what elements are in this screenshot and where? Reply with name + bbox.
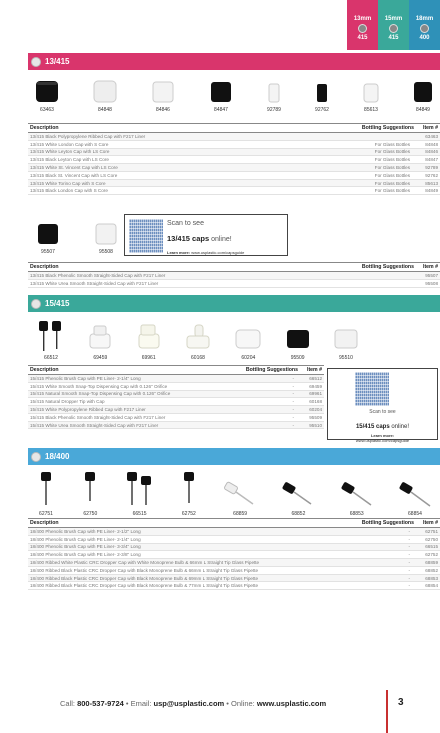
col-description: Description — [28, 124, 292, 133]
tab-15mm-finish: 415 — [388, 35, 399, 41]
product-code: 68859 — [233, 511, 248, 517]
cell-suggestion: For Glass Bottles — [292, 164, 416, 172]
dropper-tip-image — [183, 322, 213, 352]
cell-description: 15/415 Phenolic Brush Cap with PE Liner- 2-1/4" Long — [28, 375, 224, 383]
dropper-cap-image — [340, 478, 374, 508]
cap-icon — [389, 24, 398, 33]
product-row-15-415 — [28, 318, 368, 361]
qr-callout-13-415[interactable] — [124, 214, 288, 256]
cell-description: 15/415 White Polypropylene Ribbed Cap with F217 Liner — [28, 406, 224, 414]
cap-icon — [31, 452, 41, 462]
product-code: 69961 — [141, 355, 156, 361]
tab-15mm-label: 15mm — [384, 16, 403, 22]
qr-learn-label: Learn more: — [370, 433, 395, 438]
cell-item: 84846 — [416, 148, 440, 156]
table-row[interactable] — [28, 148, 440, 156]
cell-description: 18/400 Phenolic Brush Cap with PE Liner- 2-1/4" Long — [28, 535, 341, 543]
table-row[interactable] — [28, 528, 440, 536]
product-92762[interactable] — [314, 78, 330, 113]
product-66515[interactable] — [125, 470, 155, 517]
call-label: Call: — [60, 699, 78, 708]
cell-description: 13/415 White St. Vincent Cap with LS Core — [28, 164, 292, 172]
col-description: Description — [28, 263, 305, 272]
product-code: 95510 — [339, 355, 353, 361]
cap-image — [314, 78, 330, 104]
product-63463[interactable] — [34, 78, 60, 113]
cap-image — [362, 78, 380, 104]
table-header-row — [28, 263, 440, 272]
cell-item: 95507 — [416, 272, 440, 280]
cell-suggestion: - — [224, 382, 300, 390]
cell-suggestion: For Glass Bottles — [292, 140, 416, 148]
cell-suggestion: - — [341, 566, 416, 574]
cell-suggestion: - — [224, 421, 300, 429]
cell-suggestion: - — [341, 582, 416, 590]
cell-suggestion: - — [341, 551, 416, 559]
cell-description: 13/415 Black London Cap with S Core — [28, 187, 292, 195]
cell-suggestion: For Glass Bottles — [292, 156, 416, 164]
product-95509[interactable] — [284, 318, 312, 361]
table-row[interactable] — [28, 543, 440, 551]
cell-description: 13/415 Black Phenolic Smooth Straight-Sided Cap with F217 Liner — [28, 272, 305, 280]
col-bottling-suggestions: Bottling Suggestions — [292, 124, 416, 133]
email-label: • Email: — [123, 699, 154, 708]
cap-image — [208, 78, 234, 104]
brush-cap-image — [179, 470, 199, 508]
cell-item: 69961 — [300, 390, 324, 398]
product-code: 66515 — [132, 511, 147, 517]
product-95508[interactable] — [86, 220, 126, 255]
email-link[interactable]: usp@usplastic.com — [153, 699, 225, 708]
qr-learn-url[interactable]: www.usplastic.com/capsguide — [355, 438, 410, 443]
product-84848[interactable] — [92, 78, 118, 113]
cell-description: 15/415 Natural Dropper Tip with Cap — [28, 398, 224, 406]
cell-description: 13/415 White Torino Cap with S Core — [28, 179, 292, 187]
cell-item: 84848 — [416, 140, 440, 148]
col-description: Description — [28, 519, 341, 528]
cell-item: 84847 — [416, 156, 440, 164]
cell-item: 68859 — [416, 559, 440, 567]
table-row[interactable] — [28, 382, 324, 390]
col-bottling-suggestions: Bottling Suggestions — [224, 366, 300, 375]
brush-cap-image — [36, 318, 66, 352]
cell-description: 15/415 Black Phenolic Smooth Straight-Sided Cap with F217 Liner — [28, 413, 224, 421]
table-row[interactable] — [28, 375, 324, 383]
cell-item: 95509 — [300, 413, 324, 421]
footer-contact — [60, 699, 326, 708]
table-row[interactable] — [28, 179, 440, 187]
product-code: 68853 — [349, 511, 364, 517]
table-15-415 — [28, 365, 324, 429]
product-68854[interactable] — [398, 470, 432, 517]
qr-line2: 13/415 caps — [167, 234, 210, 243]
col-description: Description — [28, 366, 224, 375]
qr-callout-15-415[interactable] — [327, 368, 438, 443]
product-92789[interactable] — [266, 78, 282, 113]
tab-13mm-label: 13mm — [353, 16, 372, 22]
cell-item: 62751 — [416, 528, 440, 536]
table-row[interactable] — [28, 156, 440, 164]
cell-description: 13/415 Black Leyton Cap with LS Core — [28, 156, 292, 164]
product-row-18-400 — [28, 470, 440, 517]
product-code: 63463 — [40, 107, 54, 113]
cell-description: 18/400 Phenolic Brush Cap with PE Liner- 2-1/2" Long — [28, 528, 341, 536]
dropper-cap-image — [398, 478, 432, 508]
product-68859[interactable] — [223, 470, 257, 517]
product-code: 92762 — [315, 107, 329, 113]
cell-description: 18/400 Phenolic Brush Cap with PE Liner- 2-3/8" Long — [28, 551, 341, 559]
dropper-cap-image — [223, 478, 257, 508]
product-62750[interactable] — [80, 470, 100, 517]
section-title: 13/415 — [45, 57, 70, 66]
cell-description: 13/415 White Urea Smooth Straight-Sided Cap with F217 Liner — [28, 279, 305, 287]
product-code: 68854 — [408, 511, 422, 517]
cell-item: 92789 — [416, 164, 440, 172]
table-13-415 — [28, 123, 440, 195]
qr-line2: 15/415 caps — [355, 424, 390, 430]
product-69459[interactable] — [86, 318, 114, 361]
product-row-13-415 — [28, 78, 440, 113]
tab-18mm-finish: 400 — [419, 35, 430, 41]
footer-divider — [386, 690, 388, 733]
qr-line2b: online! — [389, 424, 410, 430]
cell-suggestion: - — [341, 559, 416, 567]
website-link[interactable]: www.usplastic.com — [256, 699, 327, 708]
cell-item: 95510 — [300, 421, 324, 429]
product-62752[interactable] — [179, 470, 199, 517]
cell-suggestion: - — [224, 375, 300, 383]
col-item-number: Item # — [416, 124, 440, 133]
cell-item: 84849 — [416, 187, 440, 195]
cap-image — [233, 322, 263, 352]
cell-item: 66512 — [300, 375, 324, 383]
product-code: 60204 — [241, 355, 256, 361]
product-85613[interactable] — [362, 78, 380, 113]
cell-item: 68853 — [416, 574, 440, 582]
qr-learn-url[interactable]: www.usplastic.com/capsguide — [190, 250, 245, 255]
section-title: 15/415 — [45, 299, 70, 308]
table-row[interactable] — [28, 421, 324, 429]
product-68852[interactable] — [281, 470, 315, 517]
table-row[interactable] — [28, 171, 440, 179]
table-row[interactable] — [28, 413, 324, 421]
qr-code-icon — [129, 219, 163, 253]
cap-icon — [31, 299, 41, 309]
table-row[interactable] — [28, 398, 324, 406]
product-code: 66512 — [44, 355, 58, 361]
cell-suggestion — [305, 279, 416, 287]
cell-description: 15/415 White Urea Smooth Straight-Sided Cap with F217 Liner — [28, 421, 224, 429]
cell-suggestion: - — [341, 574, 416, 582]
cell-suggestion: For Glass Bottles — [292, 171, 416, 179]
cell-description: 13/415 White Leyton Cap with LS Core — [28, 148, 292, 156]
table-row[interactable] — [28, 551, 440, 559]
cap-image — [150, 78, 176, 104]
table-row[interactable] — [28, 574, 440, 582]
snap-cap-image — [86, 322, 114, 352]
product-69961[interactable] — [135, 318, 163, 361]
product-code: 84848 — [98, 107, 112, 113]
product-code: 62750 — [83, 511, 98, 517]
table-row[interactable] — [28, 535, 440, 543]
phone-number[interactable]: 800-537-9724 — [77, 699, 124, 708]
table-18-400 — [28, 518, 440, 590]
cap-image — [34, 78, 60, 104]
cap-image — [92, 78, 118, 104]
product-code: 84847 — [214, 107, 228, 113]
product-code: 69459 — [93, 355, 108, 361]
cell-item: 68854 — [416, 582, 440, 590]
section-title: 18/400 — [45, 452, 70, 461]
table-row[interactable] — [28, 187, 440, 195]
table-row[interactable] — [28, 140, 440, 148]
table-row[interactable] — [28, 279, 440, 287]
brush-cap-image — [125, 470, 155, 508]
tab-18mm[interactable] — [409, 0, 440, 50]
cell-suggestion: - — [341, 535, 416, 543]
product-60204[interactable] — [233, 318, 263, 361]
product-62751[interactable] — [36, 470, 56, 517]
online-label: • Online: — [224, 699, 257, 708]
cell-description: 13/415 White London Cap with S Core — [28, 140, 292, 148]
table-row[interactable] — [28, 164, 440, 172]
cell-suggestion: - — [224, 413, 300, 421]
cap-image — [266, 78, 282, 104]
cell-suggestion: For Glass Bottles — [292, 187, 416, 195]
product-code: 60168 — [191, 355, 205, 361]
cell-description: 13/415 Black St. Vincent Cap with LS Core — [28, 171, 292, 179]
tab-18mm-label: 18mm — [415, 16, 434, 22]
product-code: 62752 — [181, 511, 196, 517]
table-header-row — [28, 366, 324, 375]
table-13-415-b — [28, 262, 440, 288]
section-header-13-415 — [28, 53, 440, 70]
cell-description: 15/415 White Smooth Snap-Top Dispensing Cap with 0.126" Orifice — [28, 382, 224, 390]
qr-learn-label: Learn more: — [167, 250, 191, 255]
section-header-18-400 — [28, 448, 440, 465]
cap-image — [332, 322, 360, 352]
col-item-number: Item # — [300, 366, 324, 375]
cell-item: 69459 — [300, 382, 324, 390]
product-60168[interactable] — [183, 318, 213, 361]
cell-description: 15/415 Natural Smooth Snap-Top Dispensing Cap with 0.126" Orifice — [28, 390, 224, 398]
cell-item: 60168 — [300, 398, 324, 406]
cell-description: 18/400 Ribbed Black Plastic CRC Dropper Cap with Black Monoprene Bulb & 69mm L Straight Tip Glass Pipette — [28, 574, 341, 582]
cap-image — [35, 220, 61, 246]
product-84849[interactable] — [412, 78, 434, 113]
cell-suggestion: For Glass Bottles — [292, 179, 416, 187]
col-item-number: Item # — [416, 263, 440, 272]
cell-suggestion — [292, 133, 416, 141]
table-header-row — [28, 124, 440, 133]
table-row[interactable] — [28, 272, 440, 280]
cell-description: 18/400 Ribbed Black Plastic CRC Dropper Cap with Black Monoprene Bulb & 77mm L Straight Tip Glass Pipette — [28, 582, 341, 590]
product-code: 85613 — [364, 107, 378, 113]
cap-image — [93, 220, 119, 246]
cell-item: 62752 — [416, 551, 440, 559]
tab-15mm[interactable] — [378, 0, 409, 50]
qr-line1: Scan to see — [369, 409, 396, 415]
cell-description: 18/400 Ribbed Black Plastic CRC Dropper Cap with Black Monoprene Bulb & 66mm L Straight Tip Glass Pipette — [28, 566, 341, 574]
table-row[interactable] — [28, 390, 324, 398]
table-row[interactable] — [28, 566, 440, 574]
cell-description: 18/400 Ribbed White Plastic CRC Dropper Cap with White Monoprene Bulb & 66mm L Straight Tip Glass Pipette — [28, 559, 341, 567]
cell-item: 60204 — [300, 406, 324, 414]
cell-item: 63463 — [416, 133, 440, 141]
section-header-15-415 — [28, 295, 440, 312]
product-code: 95508 — [99, 249, 113, 255]
product-code: 95507 — [41, 249, 55, 255]
table-row[interactable] — [28, 133, 440, 141]
product-row-13-415-b — [28, 220, 126, 255]
cap-image — [284, 322, 312, 352]
cell-item: 66515 — [416, 543, 440, 551]
cell-suggestion: - — [224, 406, 300, 414]
qr-line2b: online! — [209, 236, 232, 243]
cap-icon — [420, 24, 429, 33]
table-row[interactable] — [28, 559, 440, 567]
cell-item: 92762 — [416, 171, 440, 179]
product-84846[interactable] — [150, 78, 176, 113]
cap-image — [412, 78, 434, 104]
cell-suggestion: - — [341, 528, 416, 536]
tab-13mm-finish: 415 — [357, 35, 368, 41]
table-row[interactable] — [28, 406, 324, 414]
product-95510[interactable] — [332, 318, 360, 361]
cell-suggestion — [305, 272, 416, 280]
cell-item: 95508 — [416, 279, 440, 287]
cell-item: 85613 — [416, 179, 440, 187]
product-95507[interactable] — [28, 220, 68, 255]
table-header-row — [28, 519, 440, 528]
dropper-cap-image — [281, 478, 315, 508]
brush-cap-image — [80, 470, 100, 508]
tab-13mm[interactable] — [347, 0, 378, 50]
cell-description: 13/415 Black Polypropylene Ribbed Cap with F217 Liner — [28, 133, 292, 141]
qr-line1: Scan to see — [167, 220, 204, 227]
cell-description: 18/400 Phenolic Brush Cap with PE Liner- 3-3/4" Long — [28, 543, 341, 551]
snap-cap-image — [135, 322, 163, 352]
col-bottling-suggestions: Bottling Suggestions — [341, 519, 416, 528]
size-tabs — [347, 0, 440, 50]
cell-suggestion: - — [224, 398, 300, 406]
brush-cap-image — [36, 470, 56, 508]
cell-item: 68852 — [416, 566, 440, 574]
cell-suggestion: For Glass Bottles — [292, 148, 416, 156]
cap-icon — [31, 57, 41, 67]
cap-icon — [358, 24, 367, 33]
cell-item: 62750 — [416, 535, 440, 543]
product-66512[interactable] — [36, 318, 66, 361]
product-code: 84846 — [156, 107, 170, 113]
qr-code-icon — [355, 372, 389, 406]
product-code: 95509 — [290, 355, 305, 361]
product-code: 62751 — [39, 511, 53, 517]
col-item-number: Item # — [416, 519, 440, 528]
table-row[interactable] — [28, 582, 440, 590]
col-bottling-suggestions: Bottling Suggestions — [305, 263, 416, 272]
product-code: 84849 — [416, 107, 430, 113]
page-number: 3 — [398, 697, 404, 708]
product-84847[interactable] — [208, 78, 234, 113]
product-code: 68852 — [291, 511, 306, 517]
product-68853[interactable] — [340, 470, 374, 517]
product-code: 92789 — [267, 107, 281, 113]
cell-suggestion: - — [224, 390, 300, 398]
cell-suggestion: - — [341, 543, 416, 551]
